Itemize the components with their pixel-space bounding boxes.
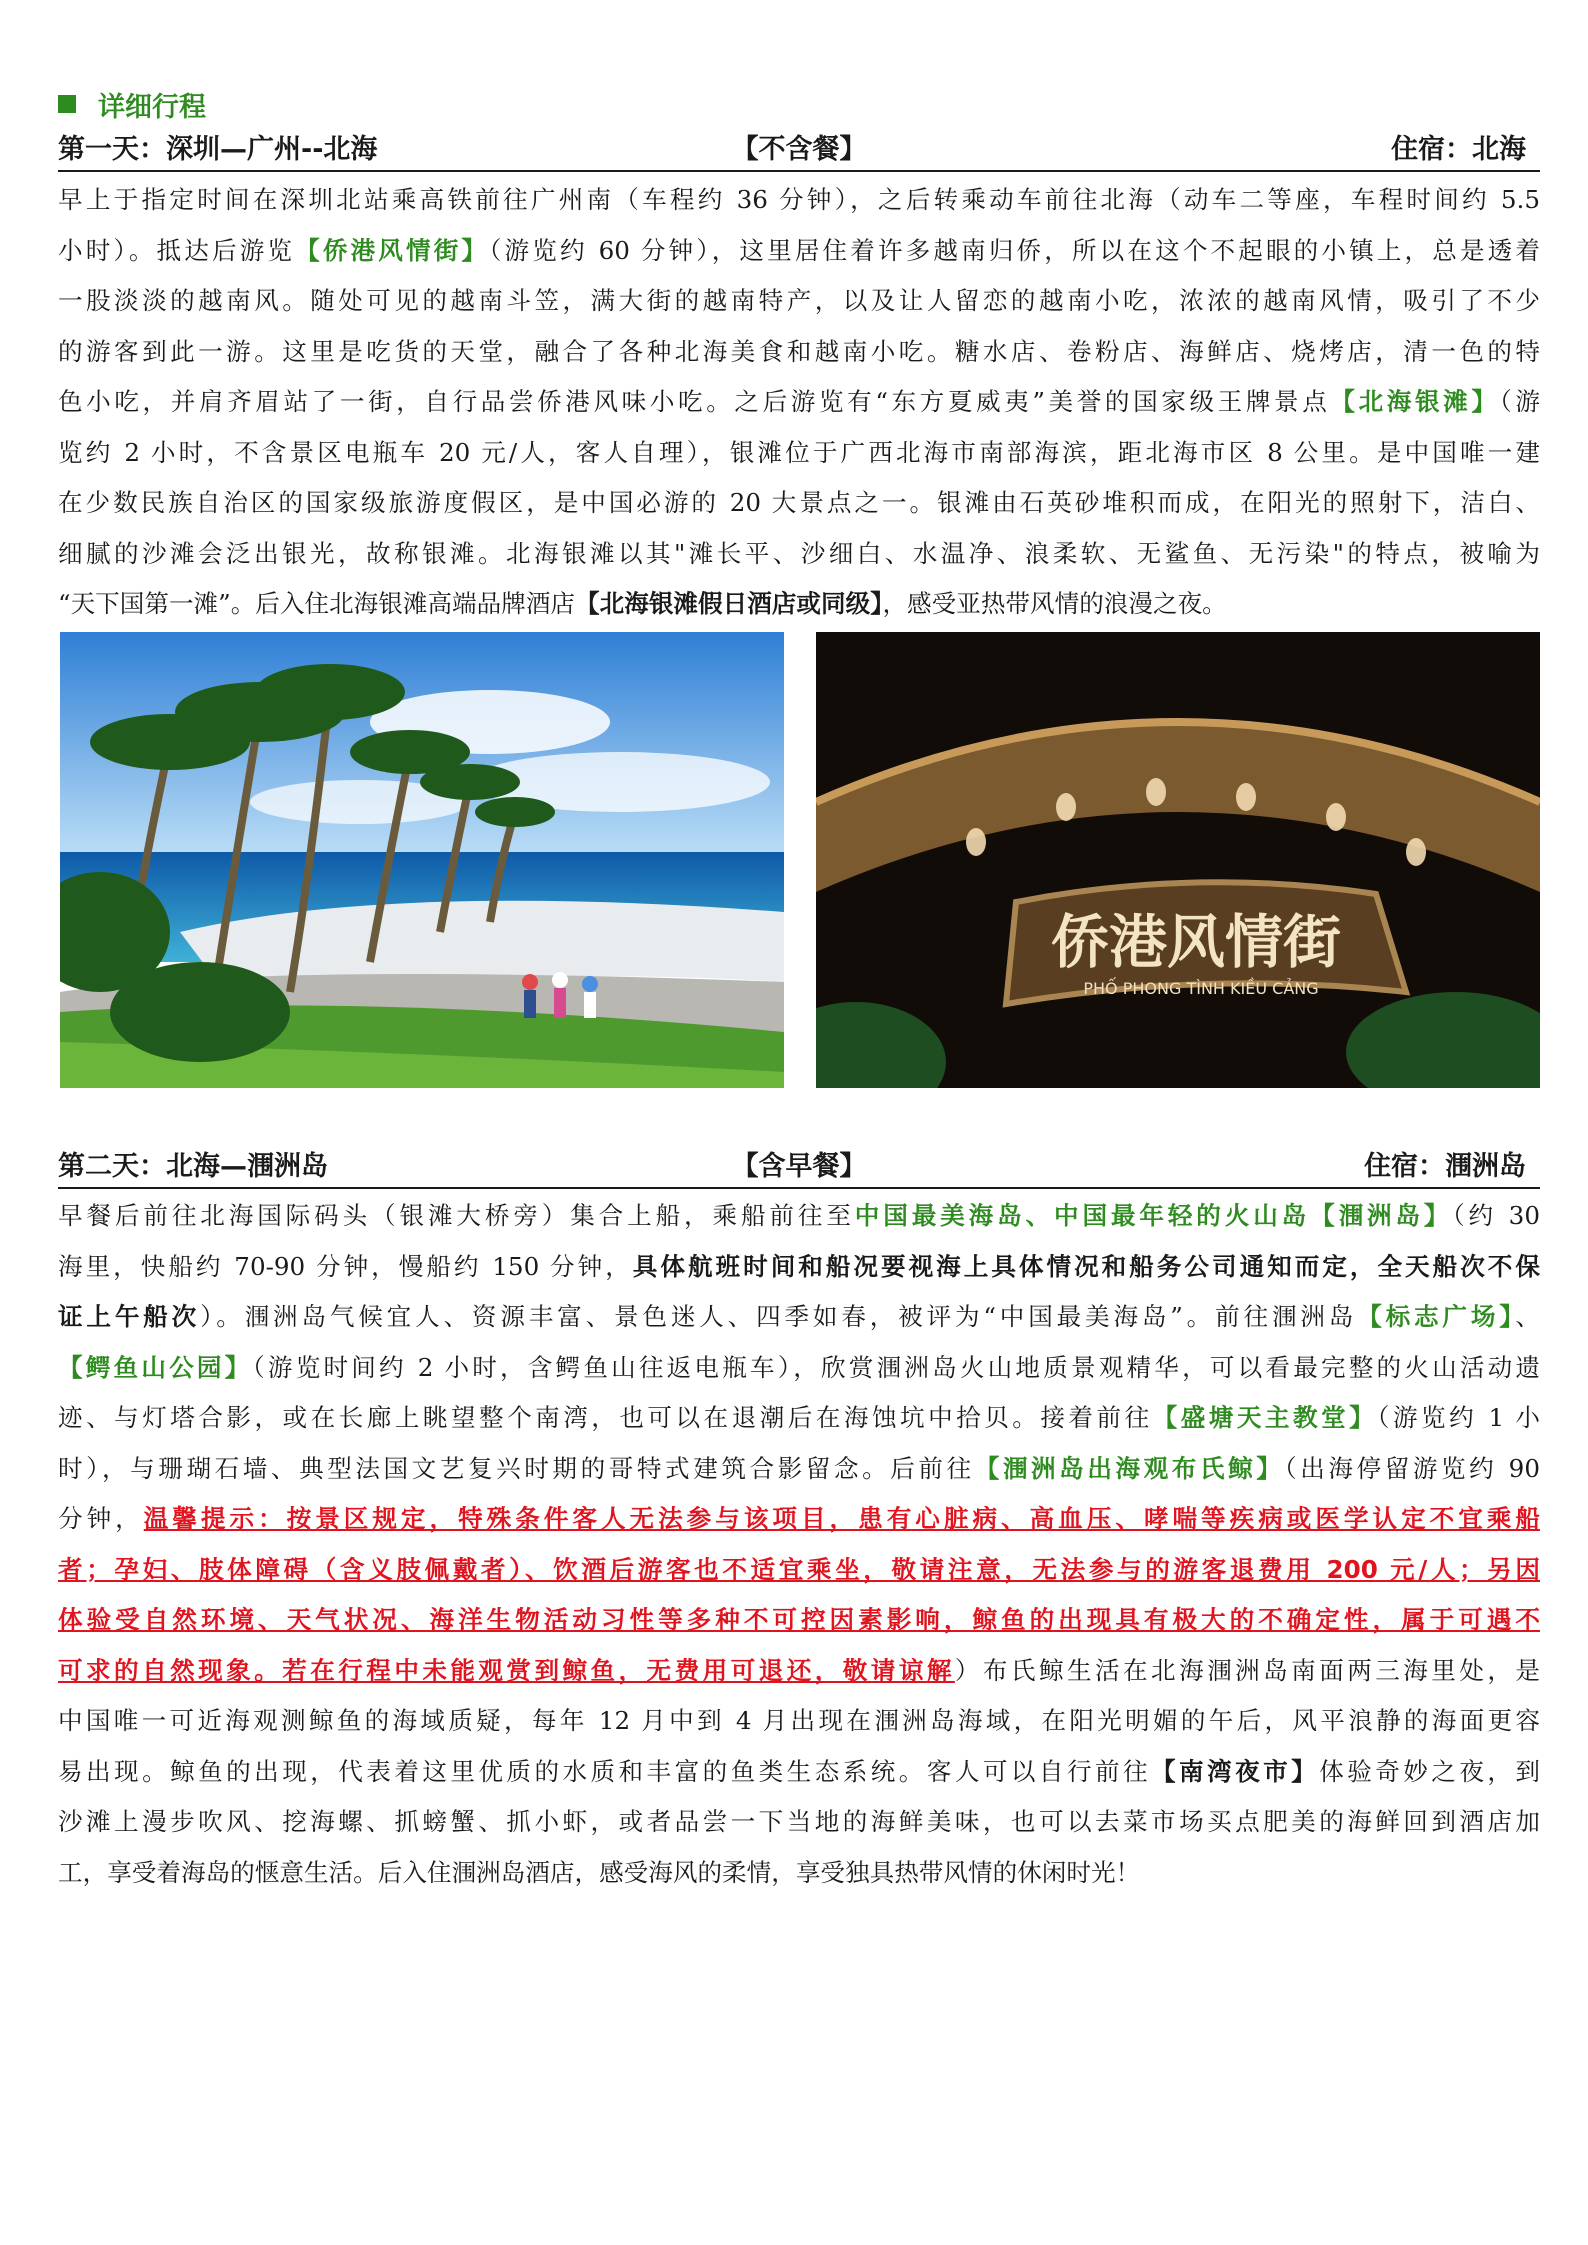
section-heading: [58, 84, 206, 124]
text-line: [58, 1494, 1540, 1545]
text-line: [58, 1292, 1540, 1343]
text-line: [58, 1545, 1540, 1596]
text-segment: （约 30: [1452, 1201, 1540, 1230]
day2-header: [58, 1147, 1540, 1189]
day2-meal: 【含早餐】: [731, 1151, 867, 1182]
beach-illustration: [60, 632, 784, 1088]
text-segment: （游览约 60 分钟），这里居住着许多越南归侨，所以在这个不起眼的小镇上，总是透着: [489, 235, 1540, 265]
warning-note: 体验受自然环境、天气状况、海洋生物活动习性等多种不可控因素影响，鲸鱼的出现具有极大的不确定性，属于可遇不: [58, 1605, 1540, 1634]
text-segment: ）。涠洲岛气候宜人、资源丰富、景色迷人、四季如春，被评为“中国最美海岛”。前往涠洲岛: [200, 1302, 1358, 1331]
text-segment: ）布氏鲸生活在北海涠洲岛南面两三海里处，是: [954, 1655, 1540, 1685]
text-segment: （游: [1499, 387, 1540, 416]
text-segment: 早上于指定时间在深圳北站乘高铁前往广州南（车程约 36 分钟），之后转乘动车前往北海（动车二等座，车程时间约 5.5: [58, 185, 1540, 214]
text-segment: 早餐后前往北海国际码头（银滩大桥旁）集合上船，乘船前往至: [58, 1201, 855, 1230]
street-sign-photo: [816, 632, 1540, 1088]
day1-header: [58, 130, 1540, 172]
text-line: [58, 1444, 1540, 1495]
text-line: [58, 276, 1540, 327]
day1-description: [58, 175, 1540, 630]
text-line: [58, 327, 1540, 378]
text-line: [58, 579, 1540, 630]
street-sign-text: 侨港风情街: [1050, 908, 1342, 976]
day1-meal: 【不含餐】: [731, 134, 867, 165]
text-line: [58, 1242, 1540, 1293]
text-segment: 迹、与灯塔合影，或在长廊上眺望整个南湾，也可以在退潮后在海蚀坑中拾贝。接着前往: [58, 1403, 1153, 1432]
highlight-attraction: 中国最美海岛、中国最年轻的火山岛【涠洲岛】: [854, 1201, 1453, 1230]
text-segment: 色小吃，并肩齐眉站了一街，自行品尝侨港风味小吃。之后游览有“东方夏威夷”美誉的国家级王牌景点: [58, 387, 1331, 416]
text-segment: 易出现。鲸鱼的出现，代表着这里优质的水质和丰富的鱼类生态系统。客人可以自行前往: [58, 1756, 1152, 1786]
text-line: [58, 175, 1540, 226]
highlight-attraction: 【鳄鱼山公园】: [58, 1352, 253, 1382]
text-segment: 的游客到此一游。这里是吃货的天堂，融合了各种北海美食和越南小吃。糖水店、卷粉店、海鲜店、烧烤店，清一色的特: [58, 336, 1540, 366]
day2-description: [58, 1191, 1540, 1898]
day2-title: 第二天：北海—涠洲岛: [58, 1151, 328, 1182]
bold-text: 【北海银滩假日酒店或同级】: [575, 589, 883, 618]
street-sign-illustration: [816, 632, 1540, 1088]
text-segment: 览约 2 小时，不含景区电瓶车 20 元/人，客人自理），银滩位于广西北海市南部海滨，距北海市区 8 公里。是中国唯一建: [58, 437, 1540, 467]
text-segment: 在少数民族自治区的国家级旅游度假区，是中国必游的 20 大景点之一。银滩由石英砂堆积而成，在阳光的照射下，洁白、: [58, 488, 1540, 517]
text-segment: 体验奇妙之夜，到: [1319, 1756, 1540, 1786]
street-sign-subtext: PHỐ PHONG TÌNH KIỀU CẢNG: [1083, 979, 1319, 998]
highlight-attraction: 【北海银滩】: [1330, 387, 1500, 416]
text-segment: （游览约 1 小: [1377, 1403, 1540, 1432]
warning-note: 可求的自然现象。若在行程中未能观赏到鲸鱼，无费用可退还，敬请谅解: [58, 1655, 955, 1685]
text-line: [58, 1848, 1540, 1899]
text-line: [58, 478, 1540, 529]
day1-hotel: 住宿：北海: [1391, 134, 1526, 165]
bold-text: 证上午船次: [58, 1302, 201, 1331]
text-segment: 分钟，: [58, 1504, 144, 1533]
warning-note: 者；孕妇、肢体障碍（含义肢佩戴者）、饮酒后游客也不适宜乘坐，敬请注意，无法参与的游客退费用 200 元/人；另因: [58, 1554, 1540, 1584]
green-square-bullet-icon: [58, 95, 76, 113]
text-segment: 沙滩上漫步吹风、挖海螺、抓螃蟹、抓小虾，或者品尝一下当地的海鲜美味，也可以去菜市场买点肥美的海鲜回到酒店加: [58, 1807, 1540, 1836]
text-line: [58, 1646, 1540, 1697]
text-line: [58, 226, 1540, 277]
text-segment: 小时）。抵达后游览: [58, 235, 296, 265]
text-line: [58, 377, 1540, 428]
text-segment: 工，享受着海岛的惬意生活。后入住涠洲岛酒店，感受海风的柔情，享受独具热带风情的休闲时光！: [58, 1857, 1141, 1887]
warning-note: 温馨提示：按景区规定，特殊条件客人无法参与该项目，患有心脏病、高血压、哮喘等疾病或医学认定不宜乘船: [143, 1504, 1540, 1533]
text-line: [58, 1393, 1540, 1444]
highlight-attraction: 【侨港风情街】: [295, 235, 490, 265]
text-line: [58, 529, 1540, 580]
text-line: [58, 1595, 1540, 1646]
text-segment: （游览时间约 2 小时，含鳄鱼山往返电瓶车），欣赏涠洲岛火山地质景观精华，可以看最完整的火山活动遗: [252, 1352, 1540, 1382]
text-segment: 海里，快船约 70-90 分钟，慢船约 150 分钟，: [58, 1251, 633, 1281]
highlight-attraction: 【涠洲岛出海观布氏鲸】: [974, 1453, 1285, 1483]
day1-title: 第一天：深圳—广州--北海: [58, 134, 378, 165]
text-line: [58, 428, 1540, 479]
highlight-attraction: 【盛塘天主教堂】: [1152, 1403, 1378, 1432]
text-line: [58, 1797, 1540, 1848]
text-segment: （出海停留游览约 90: [1284, 1453, 1540, 1483]
text-segment: 中国唯一可近海观测鲸鱼的海域质疑，每年 12 月中到 4 月出现在涠洲岛海域，在阳光明媚的午后，风平浪静的海面更容: [58, 1706, 1540, 1735]
day2-hotel: 住宿：涠洲岛: [1364, 1151, 1526, 1182]
text-segment: “天下国第一滩”。后入住北海银滩高端品牌酒店: [58, 589, 576, 618]
text-segment: 细腻的沙滩会泛出银光，故称银滩。北海银滩以其"滩长平、沙细白、水温净、浪柔软、无鲨鱼、无污染"的特点，被喻为: [58, 538, 1540, 568]
text-segment: 一股淡淡的越南风。随处可见的越南斗笠，满大街的越南特产，以及让人留恋的越南小吃，浓浓的越南风情，吸引了不少: [58, 286, 1540, 315]
text-line: [58, 1696, 1540, 1747]
text-segment: 、: [1515, 1302, 1540, 1331]
bold-text: 【南湾夜市】: [1151, 1756, 1320, 1786]
beach-photo: [60, 632, 784, 1088]
text-line: [58, 1191, 1540, 1242]
section-title: 详细行程: [98, 91, 206, 123]
text-line: [58, 1747, 1540, 1798]
bold-text: 具体航班时间和船况要视海上具体情况和船务公司通知而定，全天船次不保: [632, 1251, 1540, 1281]
text-segment: ，感受亚热带风情的浪漫之夜。: [882, 589, 1227, 618]
text-segment: 时），与珊瑚石墙、典型法国文艺复兴时期的哥特式建筑合影留念。后前往: [58, 1453, 975, 1483]
highlight-attraction: 【标志广场】: [1357, 1302, 1516, 1331]
text-line: [58, 1343, 1540, 1394]
